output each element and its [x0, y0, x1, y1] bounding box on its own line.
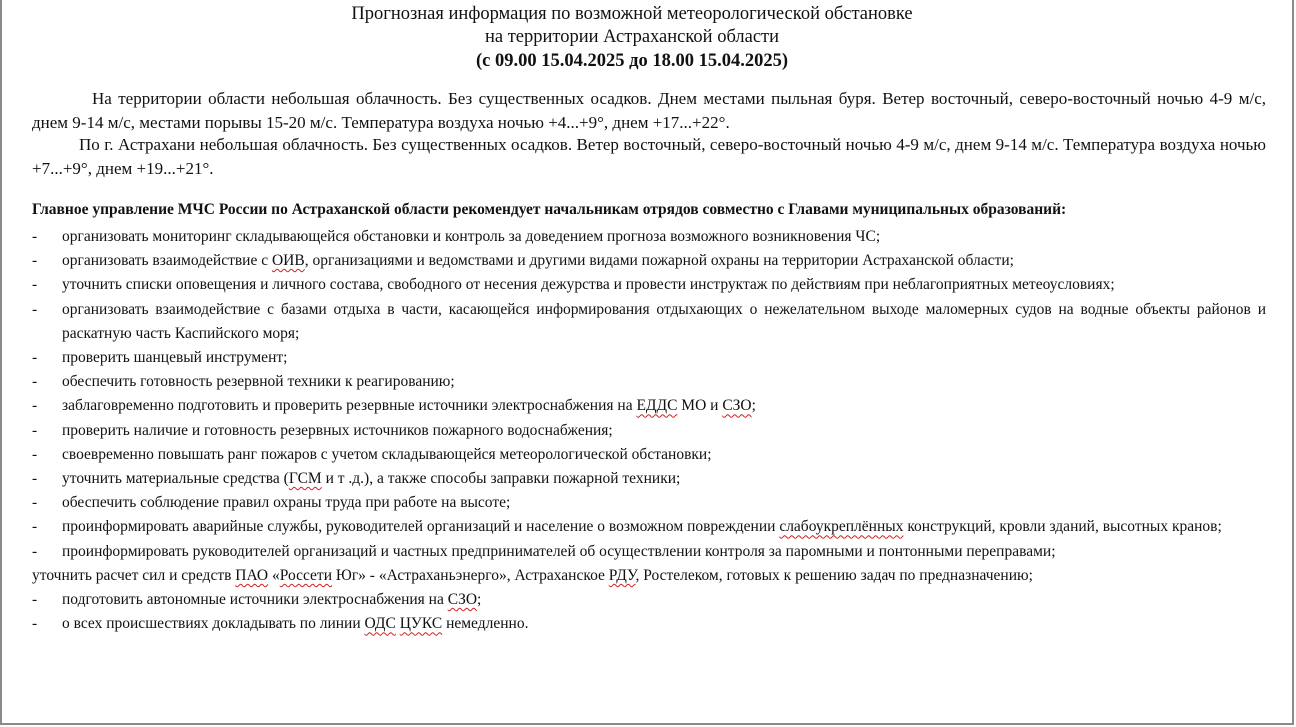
paragraph-city-forecast: По г. Астрахани небольшая облачность. Без существенных осадков. Ветер восточный, северо-восточный ночью 4-9 м/с, днем 9-14 м/с. Температура воздуха ночью +7...+9°, днем +19...+21°.: [32, 135, 1266, 178]
list-item: - своевременно повышать ранг пожаров с учетом складывающейся метеорологической обстановки;: [32, 443, 1266, 467]
list-item: - о всех происшествиях докладывать по линии ОДС ЦУКС немедленно.: [32, 612, 1266, 636]
paragraph-region-forecast: На территории области небольшая облачность. Без существенных осадков. Днем местами пыльная буря. Ветер восточный, северо-восточный ночью 4-9 м/с, днем 9-14 м/с, местами порывы 15-20 м/с. Температура воздуха ночью +4...+9°, днем +17...+22°.: [32, 89, 1266, 132]
list-item: - проверить шанцевый инструмент;: [32, 346, 1266, 370]
recommendations-heading: Главное управление МЧС России по Астраханской области рекомендует начальникам отрядов совместно с Главами муниципальных образований:: [32, 201, 1067, 218]
bullet-dash: -: [32, 300, 38, 318]
spellcheck-flag[interactable]: ЦУКС: [399, 615, 443, 633]
list-item: - проинформировать аварийные службы, руководителей организаций и население о возможном повреждении слабоукреплённых конструкций, кровли зданий, высотных кранов;: [32, 515, 1266, 539]
bullet-dash: -: [32, 228, 38, 245]
spellcheck-flag[interactable]: РДУ: [608, 566, 636, 584]
title-line-1: Прогнозная информация по возможной метеорологической обстановке: [351, 4, 913, 24]
bullet-dash: -: [32, 276, 38, 294]
spellcheck-flag[interactable]: СЗО: [447, 591, 478, 609]
bullet-dash: -: [32, 591, 38, 609]
recommendations-list: [32, 225, 1266, 636]
spellcheck-flag[interactable]: ОИВ: [271, 252, 305, 270]
list-item: - уточнить материальные средства (ГСМ и т .д.), а также способы заправки пожарной техники;: [32, 467, 1266, 491]
bullet-dash: -: [32, 421, 38, 439]
list-item: - подготовить автономные источники электроснабжения на СЗО;: [32, 588, 1266, 612]
bullet-dash: -: [32, 349, 38, 367]
spellcheck-flag[interactable]: ЕДДС: [636, 397, 678, 415]
list-item: - организовать взаимодействие с базами отдыха в части, касающейся информирования отдыхающих о нежелательном выходе маломерных судов на водные объекты районов и раскатную часть Каспийского моря;: [32, 298, 1266, 346]
bullet-dash: -: [32, 470, 38, 488]
bullet-dash: -: [32, 373, 38, 391]
list-item: - проинформировать руководителей организаций и частных предпринимателей об осуществлении контроля за паромными и понтонными переправами;: [32, 540, 1266, 564]
bullet-dash: -: [32, 397, 38, 415]
bullet-dash: -: [32, 542, 38, 560]
list-item: - обеспечить готовность резервной техники к реагированию;: [32, 370, 1266, 394]
list-item: уточнить расчет сил и средств ПАО «Россети Юг» - «Астраханьэнерго», Астраханское РДУ, Ростелеком, готовых к решению задач по предназначению;: [32, 566, 1033, 584]
title-line-2: на территории Астраханской области: [484, 27, 780, 47]
spellcheck-flag[interactable]: ПАО: [235, 566, 269, 584]
list-item: - заблаговременно подготовить и проверить резервные источники электроснабжения на ЕДДС МО и СЗО;: [32, 394, 1266, 418]
forecast-period: (с 09.00 15.04.2025 до 18.00 15.04.2025): [475, 51, 789, 71]
spellcheck-flag[interactable]: слабоукреплённых: [779, 518, 904, 536]
list-item: - обеспечить соблюдение правил охраны труда при работе на высоте;: [32, 491, 1266, 515]
spellcheck-flag[interactable]: ГСМ: [288, 470, 322, 488]
bullet-dash: -: [32, 518, 38, 536]
bullet-dash: -: [32, 445, 38, 463]
list-item: - организовать мониторинг складывающейся обстановки и контроль за доведением прогноза возможного возникновения ЧС;: [32, 225, 1266, 249]
spellcheck-flag[interactable]: СЗО: [722, 397, 752, 415]
spellcheck-flag[interactable]: Россети: [279, 566, 333, 584]
bullet-dash: -: [32, 494, 38, 512]
list-item: - уточнить списки оповещения и личного состава, свободного от несения дежурства и провести инструктаж по действиям при неблагоприятных метеоусловиях;: [32, 273, 1266, 297]
list-item: - проверить наличие и готовность резервных источников пожарного водоснабжения;: [32, 419, 1266, 443]
bullet-dash: -: [32, 615, 38, 633]
spellcheck-flag[interactable]: ОДС: [364, 615, 396, 633]
bullet-dash: -: [32, 252, 38, 270]
list-item: - организовать взаимодействие с ОИВ, организациями и ведомствами и другими видами пожарной охраны на территории Астраханской области;: [32, 249, 1266, 273]
